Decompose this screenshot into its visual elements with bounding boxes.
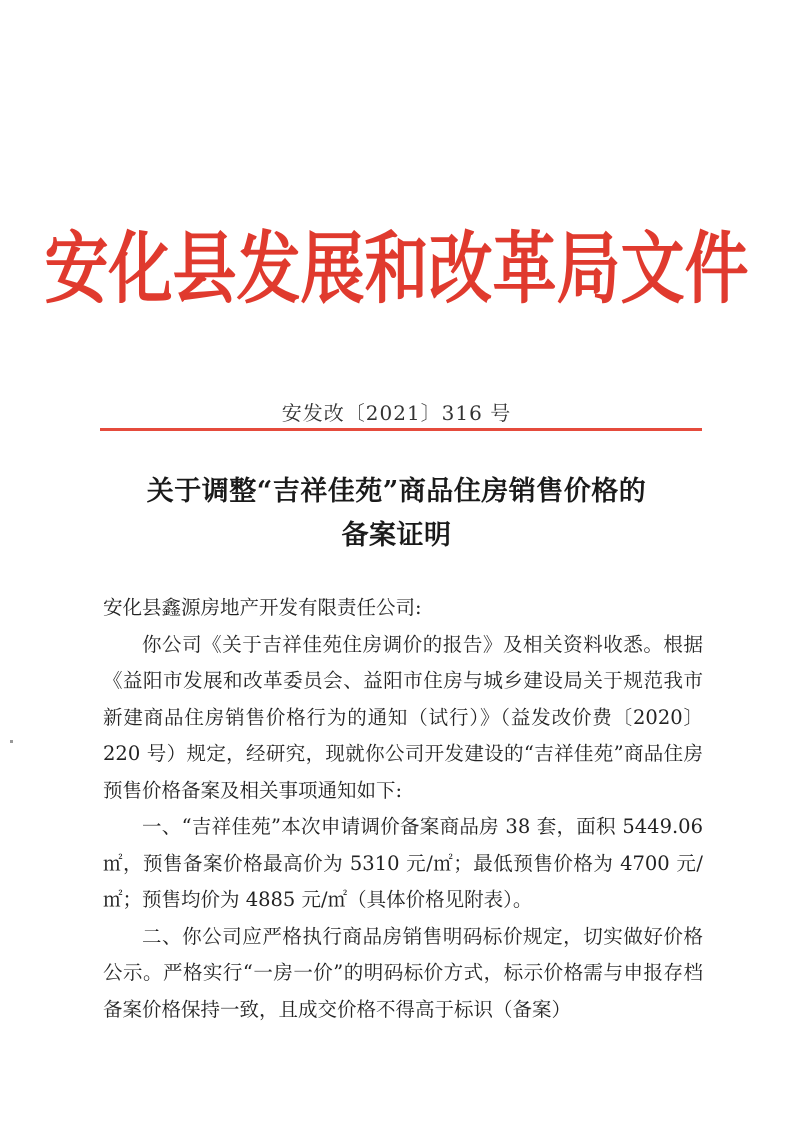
red-divider-line xyxy=(100,428,702,431)
salutation: 安化县鑫源房地产开发有限责任公司: xyxy=(103,596,422,619)
scan-margin-mark xyxy=(10,740,13,743)
body-paragraph: 一、“吉祥佳苑”本次申请调价备案商品房 38 套，面积 5449.06 ㎡，预售备案价格最高价为 5310 元/㎡；最低预售价格为 4700 元/㎡；预售均价为 4885 元/㎡（具体价格见附表）。 xyxy=(103,815,703,911)
document-title xyxy=(0,470,793,558)
letterhead-title: 安化县发展和改革局文件 xyxy=(44,224,749,316)
body-paragraph: 二、你公司应严格执行商品房销售明码标价规定，切实做好价格公示。严格实行“一房一价”的明码标价方式，标示价格需与申报存档备案价格保持一致，且成交价格不得高于标识（备案） xyxy=(103,924,703,1021)
body-paragraph: 你公司《关于吉祥佳苑住房调价的报告》及相关资料收悉。根据《益阳市发展和改革委员会、益阳市住房与城乡建设局关于规范我市新建商品住房销售价格行为的通知（试行）》（益发改价费〔2020〕220 号）规定，经研究，现就你公司开发建设的“吉祥佳苑”商品住房预售价格备案及相关事项通知如下: xyxy=(103,632,703,802)
document-title-line-1: 关于调整“吉祥佳苑”商品住房销售价格的 xyxy=(146,476,647,507)
document-number: 安发改〔2021〕316 号 xyxy=(281,401,512,425)
document-title-line-2: 备案证明 xyxy=(341,520,452,551)
document-body xyxy=(103,590,703,1028)
